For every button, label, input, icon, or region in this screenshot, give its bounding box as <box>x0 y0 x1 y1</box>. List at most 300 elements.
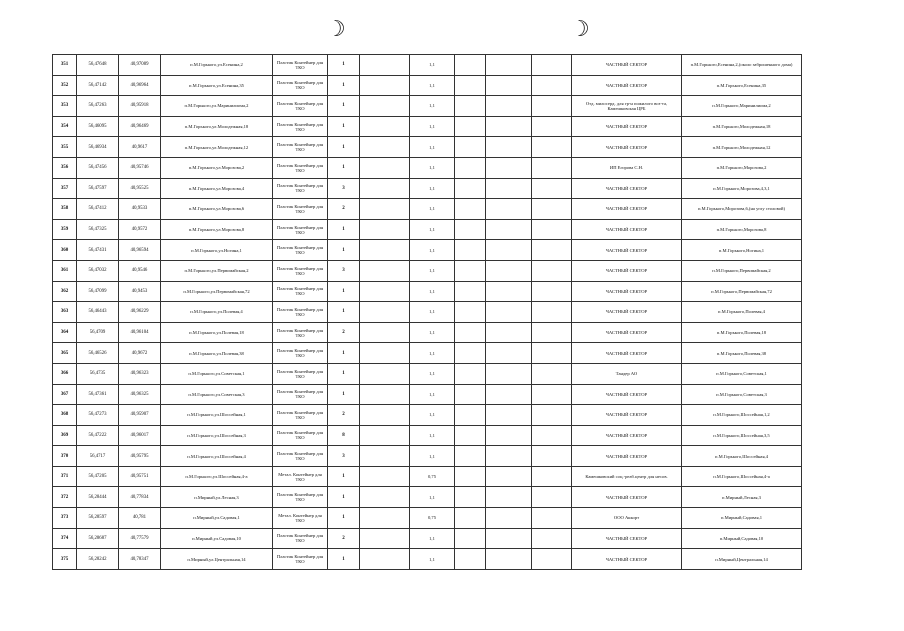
empty-cell <box>360 75 410 96</box>
row-number: 369 <box>53 425 77 446</box>
container-type-cell: Пластик Контейнер для ТКО <box>273 281 328 302</box>
owner-cell: ЧАСТНЫЙ СЕКТОР <box>572 446 682 467</box>
address-cell: п.М.Горького,ул.Шоссейная,4-а <box>161 466 273 487</box>
empty-cell <box>486 528 532 549</box>
owner-cell: Тандер АО <box>572 363 682 384</box>
volume-cell: 1,1 <box>410 178 455 199</box>
empty-cell <box>486 281 532 302</box>
empty-cell <box>455 199 486 220</box>
empty-cell <box>455 384 486 405</box>
table-row <box>53 240 802 261</box>
longitude-cell: 40,781 <box>119 508 161 529</box>
table-row <box>53 199 802 220</box>
volume-cell: 0,75 <box>410 466 455 487</box>
owner-cell: ЧАСТНЫЙ СЕКТОР <box>572 487 682 508</box>
empty-cell <box>486 96 532 117</box>
empty-cell <box>455 157 486 178</box>
latitude-cell: 56,47325 <box>77 219 119 240</box>
address-cell: п.М.Горького,ул.Морозова,4 <box>161 178 273 199</box>
owner-cell: ЧАСТНЫЙ СЕКТОР <box>572 405 682 426</box>
empty-cell <box>486 508 532 529</box>
longitude-cell: 40,9533 <box>119 199 161 220</box>
latitude-cell: 56,47142 <box>77 75 119 96</box>
container-type-cell: Метал. Контейнер для ТКО <box>273 466 328 487</box>
waste-source-cell: п.М.Горького,Морозова,2 <box>682 157 802 178</box>
table-row <box>53 55 802 76</box>
owner-cell: ООО Аккорт <box>572 508 682 529</box>
longitude-cell: 40,77834 <box>119 487 161 508</box>
row-number: 372 <box>53 487 77 508</box>
waste-source-cell: п.М.Горького,Ногина,1 <box>682 240 802 261</box>
empty-cell <box>486 425 532 446</box>
container-type-cell: Пластик Контейнер для ТКО <box>273 302 328 323</box>
table-row <box>53 466 802 487</box>
empty-cell <box>532 55 572 76</box>
empty-cell <box>455 425 486 446</box>
row-number: 375 <box>53 549 77 570</box>
empty-cell <box>532 405 572 426</box>
latitude-cell: 56,46934 <box>77 137 119 158</box>
empty-cell <box>486 405 532 426</box>
container-count-cell: 1 <box>328 55 360 76</box>
waste-source-cell: п.М.Горького,Первомайская,72 <box>682 281 802 302</box>
empty-cell <box>360 178 410 199</box>
longitude-cell: 40,95746 <box>119 157 161 178</box>
container-count-cell: 1 <box>328 363 360 384</box>
address-cell: п.М.Горького,ул.Есенина,35 <box>161 75 273 96</box>
container-count-cell: 1 <box>328 384 360 405</box>
address-cell: п.М.Горького,ул.Молодежная,18 <box>161 116 273 137</box>
empty-cell <box>532 96 572 117</box>
empty-cell <box>532 157 572 178</box>
row-number: 352 <box>53 75 77 96</box>
owner-cell: ЧАСТНЫЙ СЕКТОР <box>572 116 682 137</box>
longitude-cell: 40,96229 <box>119 302 161 323</box>
latitude-cell: 56,47099 <box>77 281 119 302</box>
row-number: 370 <box>53 446 77 467</box>
table-row <box>53 322 802 343</box>
empty-cell <box>360 281 410 302</box>
row-number: 365 <box>53 343 77 364</box>
volume-cell: 1,1 <box>410 199 455 220</box>
address-cell: п.М.Горького,ул.Морозова,6 <box>161 199 273 220</box>
volume-cell: 1,1 <box>410 446 455 467</box>
container-type-cell: Пластик Контейнер для ТКО <box>273 157 328 178</box>
waste-source-cell: п.М.Горького,Есенина,35 <box>682 75 802 96</box>
latitude-cell: 56,47412 <box>77 199 119 220</box>
owner-cell: ЧАСТНЫЙ СЕКТОР <box>572 384 682 405</box>
address-cell: п.М.Горького,ул.Молодежная,12 <box>161 137 273 158</box>
empty-cell <box>532 343 572 364</box>
container-type-cell: Пластик Контейнер для ТКО <box>273 96 328 117</box>
owner-cell: ЧАСТНЫЙ СЕКТОР <box>572 219 682 240</box>
empty-cell <box>360 363 410 384</box>
table-row <box>53 219 802 240</box>
row-number: 366 <box>53 363 77 384</box>
empty-cell <box>455 528 486 549</box>
container-type-cell: Пластик Контейнер для ТКО <box>273 199 328 220</box>
volume-cell: 1,1 <box>410 528 455 549</box>
empty-cell <box>532 260 572 281</box>
address-cell: п.М.Горького,ул.Маринилиома,2 <box>161 96 273 117</box>
empty-cell <box>532 446 572 467</box>
empty-cell <box>532 508 572 529</box>
latitude-cell: 56,28444 <box>77 487 119 508</box>
table-row <box>53 425 802 446</box>
container-count-cell: 3 <box>328 178 360 199</box>
owner-cell: ЧАСТНЫЙ СЕКТОР <box>572 343 682 364</box>
waste-source-cell: п.М.Горького,Полевая,4 <box>682 302 802 323</box>
waste-source-cell: п.М.Горького,Шоссейная,3,5 <box>682 425 802 446</box>
empty-cell <box>360 199 410 220</box>
volume-cell: 1,1 <box>410 302 455 323</box>
empty-cell <box>486 157 532 178</box>
empty-cell <box>455 302 486 323</box>
latitude-cell: 56,4709 <box>77 322 119 343</box>
empty-cell <box>486 343 532 364</box>
empty-cell <box>455 281 486 302</box>
address-cell: п.Мирный,ул.Лесная,3 <box>161 487 273 508</box>
address-cell: п.М.Горького,ул.Полевая,4 <box>161 302 273 323</box>
longitude-cell: 40,9617 <box>119 137 161 158</box>
container-type-cell: Пластик Контейнер для ТКО <box>273 549 328 570</box>
container-type-cell: Пластик Контейнер для ТКО <box>273 178 328 199</box>
empty-cell <box>486 384 532 405</box>
table-row <box>53 384 802 405</box>
longitude-cell: 40,96323 <box>119 363 161 384</box>
empty-cell <box>532 425 572 446</box>
row-number: 363 <box>53 302 77 323</box>
row-number: 367 <box>53 384 77 405</box>
longitude-cell: 40,96964 <box>119 75 161 96</box>
empty-cell <box>455 446 486 467</box>
container-count-cell: 2 <box>328 199 360 220</box>
empty-cell <box>455 240 486 261</box>
volume-cell: 1,1 <box>410 322 455 343</box>
volume-cell: 1,1 <box>410 487 455 508</box>
empty-cell <box>486 75 532 96</box>
waste-source-cell: п.М.Горького,Шоссейная,4-а <box>682 466 802 487</box>
longitude-cell: 40,78347 <box>119 549 161 570</box>
empty-cell <box>486 302 532 323</box>
longitude-cell: 40,95918 <box>119 96 161 117</box>
empty-cell <box>532 240 572 261</box>
container-count-cell: 1 <box>328 240 360 261</box>
address-cell: п.Мирный,ул.Центральная,14 <box>161 549 273 570</box>
volume-cell: 1,1 <box>410 116 455 137</box>
table-row <box>53 178 802 199</box>
waste-source-cell: п.М.Горького,Шоссейная,4 <box>682 446 802 467</box>
row-number: 359 <box>53 219 77 240</box>
row-number: 364 <box>53 322 77 343</box>
empty-cell <box>360 528 410 549</box>
volume-cell: 1,1 <box>410 96 455 117</box>
empty-cell <box>532 219 572 240</box>
owner-cell: ЧАСТНЫЙ СЕКТОР <box>572 199 682 220</box>
table-row <box>53 302 802 323</box>
address-cell: п.М.Горького,ул.Шоссейная,1 <box>161 405 273 426</box>
empty-cell <box>455 55 486 76</box>
container-count-cell: 1 <box>328 302 360 323</box>
waste-source-cell: п.М.Горького,Советская,1 <box>682 363 802 384</box>
row-number: 374 <box>53 528 77 549</box>
row-number: 368 <box>53 405 77 426</box>
latitude-cell: 56,47032 <box>77 260 119 281</box>
empty-cell <box>360 384 410 405</box>
punch-hole-mark: ☽ <box>326 16 346 41</box>
volume-cell: 1,1 <box>410 405 455 426</box>
punch-hole-mark: ☽ <box>570 16 590 41</box>
container-type-cell: Метал. Контейнер для ТКО <box>273 508 328 529</box>
row-number: 355 <box>53 137 77 158</box>
empty-cell <box>532 75 572 96</box>
empty-cell <box>360 240 410 261</box>
owner-cell: Отд. милосерд. для гр-н пожилого воз-та, Камешковская ЦРБ <box>572 96 682 117</box>
longitude-cell: 40,95907 <box>119 405 161 426</box>
owner-cell: ЧАСТНЫЙ СЕКТОР <box>572 240 682 261</box>
longitude-cell: 40,96017 <box>119 425 161 446</box>
empty-cell <box>455 75 486 96</box>
longitude-cell: 40,96104 <box>119 322 161 343</box>
container-type-cell: Пластик Контейнер для ТКО <box>273 446 328 467</box>
empty-cell <box>360 405 410 426</box>
empty-cell <box>455 405 486 426</box>
empty-cell <box>532 137 572 158</box>
waste-source-cell: п.Мирный,Лесная,3 <box>682 487 802 508</box>
container-type-cell: Пластик Контейнер для ТКО <box>273 425 328 446</box>
address-cell: п.М.Горького,ул.Советская,1 <box>161 363 273 384</box>
container-type-cell: Пластик Контейнер для ТКО <box>273 260 328 281</box>
longitude-cell: 40,9572 <box>119 219 161 240</box>
empty-cell <box>486 322 532 343</box>
waste-source-cell: п.М.Горького,Советская,3 <box>682 384 802 405</box>
container-count-cell: 2 <box>328 322 360 343</box>
longitude-cell: 40,95525 <box>119 178 161 199</box>
owner-cell: Камешковский соц.-реаб.центр для несов. <box>572 466 682 487</box>
container-count-cell: 1 <box>328 116 360 137</box>
longitude-cell: 40,95795 <box>119 446 161 467</box>
longitude-cell: 40,95751 <box>119 466 161 487</box>
table-row <box>53 96 802 117</box>
waste-source-cell: п.М.Горького,Маринилиома,2 <box>682 96 802 117</box>
empty-cell <box>486 137 532 158</box>
longitude-cell: 40,9546 <box>119 260 161 281</box>
row-number: 351 <box>53 55 77 76</box>
waste-source-cell: п.М.Горького,Молодежная,12 <box>682 137 802 158</box>
container-type-cell: Пластик Контейнер для ТКО <box>273 487 328 508</box>
empty-cell <box>455 116 486 137</box>
empty-cell <box>486 240 532 261</box>
table-row <box>53 116 802 137</box>
address-cell: п.М.Горького,ул.Морозова,2 <box>161 157 273 178</box>
volume-cell: 1,1 <box>410 55 455 76</box>
row-number: 358 <box>53 199 77 220</box>
address-cell: п.М.Горького,ул.Ногина,1 <box>161 240 273 261</box>
longitude-cell: 40,96325 <box>119 384 161 405</box>
empty-cell <box>360 137 410 158</box>
row-number: 353 <box>53 96 77 117</box>
table-row <box>53 75 802 96</box>
address-cell: п.Мирный,ул.Садовая,10 <box>161 528 273 549</box>
latitude-cell: 56,47597 <box>77 178 119 199</box>
container-count-cell: 1 <box>328 508 360 529</box>
owner-cell: ЧАСТНЫЙ СЕКТОР <box>572 322 682 343</box>
empty-cell <box>532 363 572 384</box>
address-cell: п.Мирный,ул.Садовая,1 <box>161 508 273 529</box>
waste-source-cell: п.М.Горького,Полевая,18 <box>682 322 802 343</box>
empty-cell <box>486 178 532 199</box>
empty-cell <box>360 343 410 364</box>
longitude-cell: 40,77579 <box>119 528 161 549</box>
address-cell: п.М.Горького,ул.Первомайская,2 <box>161 260 273 281</box>
container-count-cell: 2 <box>328 405 360 426</box>
container-count-cell: 1 <box>328 75 360 96</box>
waste-source-cell: п.М.Горького,Молодежная,18 <box>682 116 802 137</box>
owner-cell: ЧАСТНЫЙ СЕКТОР <box>572 302 682 323</box>
empty-cell <box>486 363 532 384</box>
empty-cell <box>486 487 532 508</box>
address-cell: п.М.Горького,ул.Есенина,2 <box>161 55 273 76</box>
volume-cell: 1,1 <box>410 425 455 446</box>
longitude-cell: 40,96594 <box>119 240 161 261</box>
empty-cell <box>360 466 410 487</box>
latitude-cell: 56,47648 <box>77 55 119 76</box>
container-count-cell: 2 <box>328 528 360 549</box>
waste-source-cell: п.М.Горького,Морозова,6,(на углу столовой) <box>682 199 802 220</box>
empty-cell <box>532 199 572 220</box>
longitude-cell: 40,9672 <box>119 343 161 364</box>
row-number: 356 <box>53 157 77 178</box>
waste-source-cell: п.М.Горького,Морозова,8 <box>682 219 802 240</box>
row-number: 362 <box>53 281 77 302</box>
latitude-cell: 56,28687 <box>77 528 119 549</box>
empty-cell <box>455 487 486 508</box>
volume-cell: 1,1 <box>410 343 455 364</box>
latitude-cell: 56,47205 <box>77 466 119 487</box>
owner-cell: ЧАСТНЫЙ СЕКТОР <box>572 549 682 570</box>
address-cell: п.М.Горького,ул.Первомайская,72 <box>161 281 273 302</box>
waste-source-cell: п.М.Горького,Первомайская,2 <box>682 260 802 281</box>
empty-cell <box>532 116 572 137</box>
row-number: 357 <box>53 178 77 199</box>
empty-cell <box>455 466 486 487</box>
volume-cell: 1,1 <box>410 281 455 302</box>
container-type-cell: Пластик Контейнер для ТКО <box>273 116 328 137</box>
latitude-cell: 56,47273 <box>77 405 119 426</box>
owner-cell: ЧАСТНЫЙ СЕКТОР <box>572 55 682 76</box>
volume-cell: 1,1 <box>410 137 455 158</box>
container-type-cell: Пластик Контейнер для ТКО <box>273 343 328 364</box>
latitude-cell: 56,28242 <box>77 549 119 570</box>
table-row <box>53 137 802 158</box>
table-row <box>53 405 802 426</box>
container-count-cell: 8 <box>328 425 360 446</box>
longitude-cell: 40,97089 <box>119 55 161 76</box>
container-type-cell: Пластик Контейнер для ТКО <box>273 363 328 384</box>
container-type-cell: Пластик Контейнер для ТКО <box>273 75 328 96</box>
empty-cell <box>532 178 572 199</box>
owner-cell: ЧАСТНЫЙ СЕКТОР <box>572 260 682 281</box>
empty-cell <box>360 116 410 137</box>
empty-cell <box>455 549 486 570</box>
empty-cell <box>360 446 410 467</box>
table-row <box>53 157 802 178</box>
container-count-cell: 1 <box>328 487 360 508</box>
latitude-cell: 56,28597 <box>77 508 119 529</box>
empty-cell <box>455 96 486 117</box>
empty-cell <box>360 157 410 178</box>
empty-cell <box>360 260 410 281</box>
waste-source-cell: п.Мирный,Садовая,10 <box>682 528 802 549</box>
volume-cell: 1,1 <box>410 549 455 570</box>
container-count-cell: 3 <box>328 446 360 467</box>
latitude-cell: 56,4735 <box>77 363 119 384</box>
row-number: 360 <box>53 240 77 261</box>
waste-source-cell: п.М.Горького,Полевая,38 <box>682 343 802 364</box>
container-type-cell: Пластик Контейнер для ТКО <box>273 528 328 549</box>
container-type-cell: Пластик Контейнер для ТКО <box>273 55 328 76</box>
latitude-cell: 56,46443 <box>77 302 119 323</box>
row-number: 371 <box>53 466 77 487</box>
empty-cell <box>532 549 572 570</box>
owner-cell: ЧАСТНЫЙ СЕКТОР <box>572 178 682 199</box>
container-type-cell: Пластик Контейнер для ТКО <box>273 322 328 343</box>
container-count-cell: 1 <box>328 466 360 487</box>
empty-cell <box>486 466 532 487</box>
owner-cell: ЧАСТНЫЙ СЕКТОР <box>572 281 682 302</box>
address-cell: п.М.Горького,ул.Советская,3 <box>161 384 273 405</box>
container-count-cell: 1 <box>328 549 360 570</box>
owner-cell: ЧАСТНЫЙ СЕКТОР <box>572 425 682 446</box>
container-count-cell: 3 <box>328 260 360 281</box>
latitude-cell: 56,46095 <box>77 116 119 137</box>
address-cell: п.М.Горького,ул.Полевая,18 <box>161 322 273 343</box>
empty-cell <box>455 508 486 529</box>
table-row <box>53 446 802 467</box>
container-count-cell: 1 <box>328 343 360 364</box>
empty-cell <box>532 528 572 549</box>
volume-cell: 1,1 <box>410 75 455 96</box>
address-cell: п.М.Горького,ул.Шоссейная,4 <box>161 446 273 467</box>
empty-cell <box>486 549 532 570</box>
empty-cell <box>455 343 486 364</box>
address-cell: п.М.Горького,ул.Шоссейная,3 <box>161 425 273 446</box>
empty-cell <box>532 487 572 508</box>
empty-cell <box>360 425 410 446</box>
volume-cell: 1,1 <box>410 384 455 405</box>
table-row <box>53 487 802 508</box>
empty-cell <box>455 219 486 240</box>
waste-source-cell: п.М.Горького,Морозова,4,3,1 <box>682 178 802 199</box>
row-number: 373 <box>53 508 77 529</box>
latitude-cell: 56,47361 <box>77 384 119 405</box>
volume-cell: 1,1 <box>410 219 455 240</box>
empty-cell <box>486 55 532 76</box>
waste-source-cell: п.Мирный,Садовая,1 <box>682 508 802 529</box>
volume-cell: 1,1 <box>410 260 455 281</box>
empty-cell <box>455 363 486 384</box>
address-cell: п.М.Горького,ул.Полевая,38 <box>161 343 273 364</box>
empty-cell <box>455 137 486 158</box>
latitude-cell: 56,4717 <box>77 446 119 467</box>
empty-cell <box>360 508 410 529</box>
container-type-cell: Пластик Контейнер для ТКО <box>273 384 328 405</box>
container-count-cell: 1 <box>328 137 360 158</box>
container-count-cell: 1 <box>328 96 360 117</box>
empty-cell <box>486 260 532 281</box>
owner-cell: ЧАСТНЫЙ СЕКТОР <box>572 528 682 549</box>
row-number: 354 <box>53 116 77 137</box>
